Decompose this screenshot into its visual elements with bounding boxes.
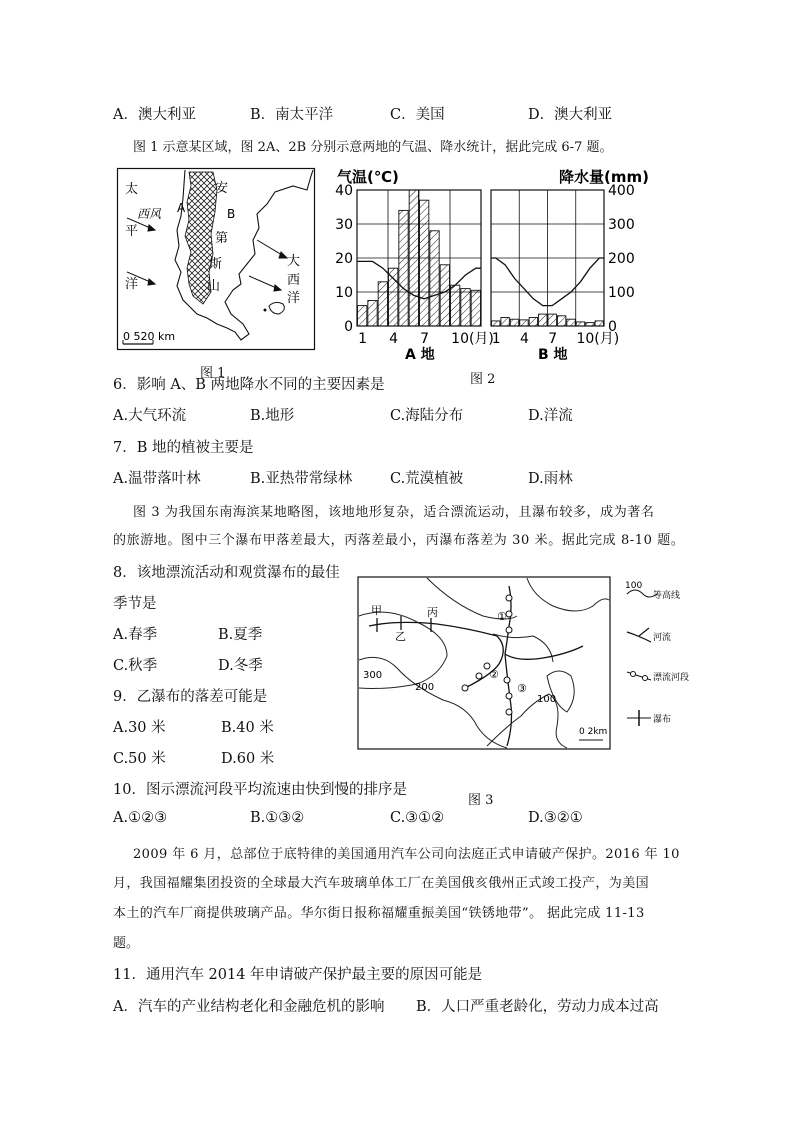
section-1: ① (497, 610, 507, 623)
q9-stem: 9．乙瀑布的落差可能是 (113, 689, 268, 705)
temp-tick-label: 40 (335, 183, 353, 199)
precip-bar (451, 285, 460, 326)
precip-bar (440, 265, 449, 326)
q7-option-b: B.亚热带常绿林 (250, 471, 353, 487)
intro-11-13-line2: 月，我国福耀集团投资的全球最大汽车玻璃单体工厂在美国俄亥俄州正式竣工投产，为美国 (113, 876, 650, 891)
label-yang2: 洋 (287, 291, 301, 306)
legend-contour-number: 100 (625, 581, 643, 591)
q10-option-a: A.①②③ (113, 810, 168, 826)
contour-200: 200 (415, 682, 435, 693)
precip-bar (358, 306, 367, 326)
label-shan: 山 (207, 279, 221, 294)
month-tick-label: 10(月) (451, 331, 494, 347)
intro-8-10-line2: 的旅游地。图中三个瀑布甲落差最大，丙落差最小，丙瀑布落差为 30 米。据此完成 8-10 题。 (113, 533, 685, 548)
intro-11-13-line3: 本土的汽车厂商提供玻璃产品。华尔街日报称福耀重振美国“铁锈地带”。 据此完成 11-13 (113, 906, 645, 921)
precip-bar (520, 320, 528, 326)
q9-option-a: A.30 米 (113, 720, 166, 736)
q9-option-d: D.60 米 (221, 751, 275, 767)
label-westerly: 西风 (137, 207, 162, 221)
chart-b-title: B 地 (538, 347, 568, 363)
month-tick-label: 1 (358, 331, 368, 347)
q10-option-c: C.③①② (390, 810, 445, 826)
precip-bar (510, 319, 518, 326)
intro-8-10-line1: 图 3 为我国东南海滨某地略图，该地地形复杂，适合漂流运动，且瀑布较多，成为著名 (133, 505, 655, 520)
q11-option-b: B．人口严重老龄化，劳动力成本过高 (416, 999, 659, 1015)
q11-stem: 11．通用汽车 2014 年申请破产保护最主要的原因可能是 (113, 967, 483, 983)
precip-bar (461, 289, 470, 326)
figure-3-caption: 图 3 (468, 793, 494, 808)
precip-bar (586, 323, 594, 326)
q8-option-d: D.冬季 (218, 658, 263, 674)
intro-11-13-line4: 题。 (113, 936, 140, 951)
precip-bar (368, 301, 377, 327)
scale-label: 0 2km (579, 727, 608, 737)
temp-tick-label: 20 (335, 251, 353, 267)
q10-option-b: B.①③② (250, 810, 305, 826)
month-tick-label: 7 (420, 331, 430, 347)
precip-axis-label: 降水量(mm) (559, 168, 649, 186)
q5-option-d: D．澳大利亚 (528, 107, 613, 123)
precip-bar (378, 282, 387, 326)
q9-option-c: C.50 米 (113, 751, 166, 767)
label-jia: 甲 (371, 604, 382, 617)
precip-bar (548, 314, 556, 326)
map-frame (358, 577, 610, 749)
label-yang: 洋 (125, 277, 139, 292)
map-legend (625, 581, 689, 726)
q8-option-b: B.夏季 (218, 627, 263, 643)
temp-axis-label: 气温(℃) (337, 168, 399, 186)
temp-tick-label: 30 (335, 217, 353, 233)
q5-option-a: A．澳大利亚 (113, 107, 196, 123)
q5-option-c: C．美国 (390, 107, 445, 123)
section-2: ② (489, 668, 499, 681)
precip-bar (409, 190, 418, 326)
precip-tick-label: 300 (608, 217, 635, 233)
q7-option-a: A.温带落叶林 (113, 471, 201, 487)
precip-bar (420, 200, 429, 326)
precip-bar (471, 290, 480, 326)
label-da: 大 (287, 254, 301, 269)
label-si: 斯 (209, 257, 223, 272)
q11-option-a: A．汽车的产业结构老化和金融危机的影响 (113, 999, 385, 1015)
scale-label: 0 520 km (123, 330, 176, 343)
label-tai: 太 (125, 182, 139, 197)
precip-bar (492, 321, 500, 326)
precip-tick-label: 200 (608, 251, 635, 267)
month-tick-label: 7 (548, 331, 558, 347)
precip-bar (529, 318, 537, 327)
label-di: 第 (215, 231, 229, 246)
label-yi: 乙 (395, 630, 406, 643)
chart-b (491, 183, 635, 347)
q7-option-d: D.雨林 (528, 471, 573, 487)
legend-waterfall: 瀑布 (653, 715, 672, 725)
label-an: 安 (215, 181, 229, 196)
label-b: B (227, 207, 236, 221)
chart-a (335, 183, 494, 347)
temp-tick-label: 10 (335, 285, 353, 301)
legend-contour: 等高线 (653, 591, 681, 601)
precip-bar (501, 318, 509, 327)
month-tick-label: 10(月) (576, 331, 620, 347)
contour-300: 300 (363, 670, 383, 681)
label-xi: 西 (287, 273, 301, 288)
q8-option-a: A.春季 (113, 627, 158, 643)
figure-2-climate-charts (335, 165, 665, 370)
q6-option-d: D.洋流 (528, 408, 573, 424)
section-3: ③ (517, 682, 527, 695)
q5-option-b: B．南太平洋 (250, 107, 334, 123)
precip-bar (430, 231, 439, 326)
q7-stem: 7．B 地的植被主要是 (113, 440, 254, 456)
precip-tick-label: 100 (608, 285, 635, 301)
intro-6-7: 图 1 示意某区域，图 2A、2B 分别示意两地的气温、降水统计，据此完成 6-7 题。 (133, 140, 613, 155)
intro-11-13-line1: 2009 年 6 月，总部位于底特律的美国通用汽车公司向法庭正式申请破产保护。2016 年 10 (133, 847, 680, 862)
precip-bar (557, 316, 565, 326)
legend-rafting: 漂流河段 (653, 673, 690, 683)
q9-option-b: B.40 米 (221, 720, 274, 736)
label-ping: 平 (125, 224, 139, 239)
contour-100: 100 (537, 694, 557, 705)
month-tick-label: 1 (491, 331, 501, 347)
precip-bar (595, 321, 603, 326)
temp-tick-label: 0 (344, 319, 353, 335)
q8-stem-1: 8．该地漂流活动和观赏瀑布的最佳 (113, 565, 340, 581)
q6-option-c: C.海陆分布 (390, 408, 464, 424)
q8-option-c: C.秋季 (113, 658, 158, 674)
precip-bar (399, 210, 408, 326)
q6-option-b: B.地形 (250, 408, 295, 424)
month-tick-label: 4 (389, 331, 399, 347)
q8-stem-2: 季节是 (113, 596, 157, 612)
month-tick-label: 4 (519, 331, 529, 347)
q6-stem: 6．影响 A、B 两地降水不同的主要因素是 (113, 377, 385, 393)
legend-river: 河流 (653, 633, 672, 643)
label-bing: 丙 (427, 606, 438, 619)
q6-option-a: A.大气环流 (113, 408, 187, 424)
precip-bar (539, 314, 547, 326)
figure-2-caption: 图 2 (470, 372, 496, 387)
q10-stem: 10．图示漂流河段平均流速由快到慢的排序是 (113, 782, 407, 798)
figure-1-map (117, 168, 315, 350)
figure-1-caption: 图 1 (200, 366, 226, 381)
precip-tick-label: 0 (608, 319, 617, 335)
chart-a-title: A 地 (405, 347, 435, 363)
figure-3-map (357, 576, 690, 751)
label-a: A (177, 201, 186, 215)
q10-option-d: D.③②① (528, 810, 583, 826)
q7-option-c: C.荒漠植被 (390, 471, 464, 487)
precip-bar (389, 268, 398, 326)
precip-bar (567, 319, 575, 326)
precip-tick-label: 400 (608, 183, 635, 199)
precip-bar (576, 322, 584, 326)
